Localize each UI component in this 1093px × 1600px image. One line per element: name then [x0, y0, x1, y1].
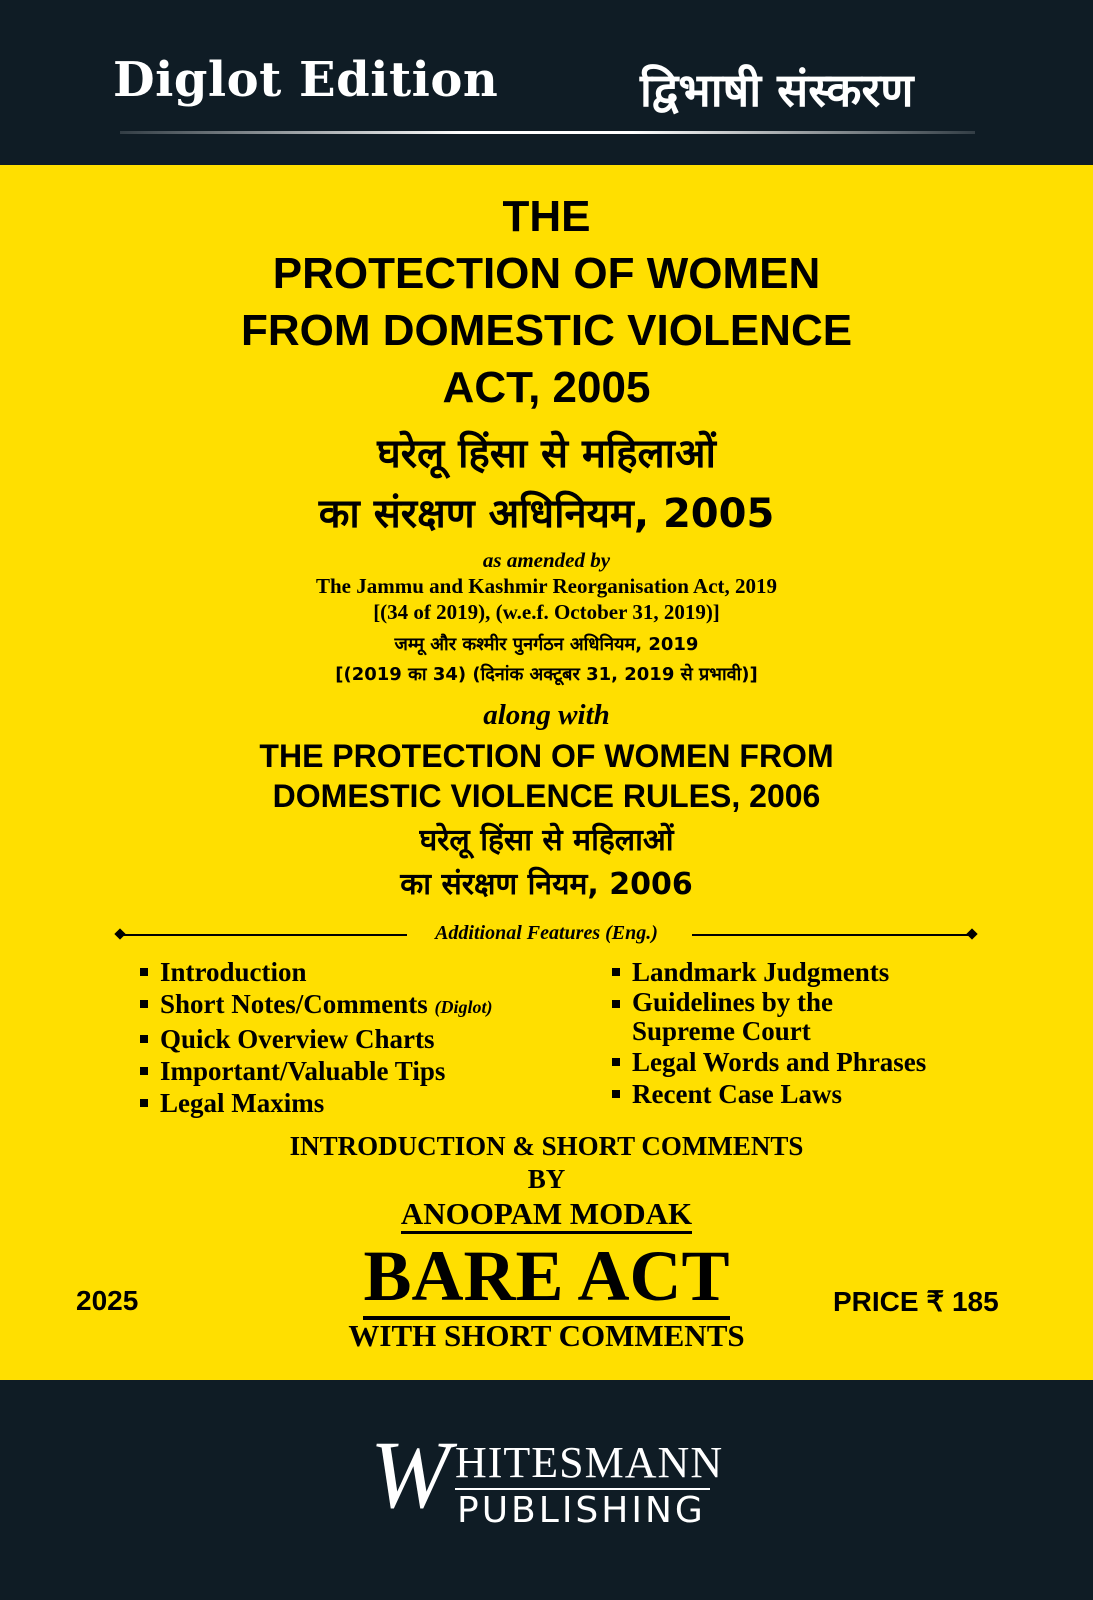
header-divider — [120, 131, 975, 134]
feature-item: Introduction — [140, 956, 492, 988]
act-title-hindi-line-1: घरेलू हिंसा से महिलाओं — [377, 431, 716, 477]
features-list-right — [612, 956, 926, 1110]
credits-line: INTRODUCTION & SHORT COMMENTS — [289, 1131, 804, 1161]
author-name: ANOOPAM MODAK — [0, 1196, 1093, 1232]
amended-by-label: as amended by — [482, 548, 611, 572]
along-with-label: along with — [483, 699, 610, 731]
publisher-name-bottom: PUBLISHING — [457, 1490, 706, 1531]
publisher-name-top: HITESMANN — [455, 1438, 724, 1487]
feature-item: Guidelines by the Supreme Court — [612, 988, 926, 1046]
act-title-hindi-line-2: का संरक्षण अधिनियम, 2005 — [318, 491, 775, 537]
feature-item: Recent Case Laws — [612, 1078, 926, 1110]
feature-item: Legal Maxims — [140, 1087, 492, 1119]
feature-item: Short Notes/Comments (Diglot) — [140, 988, 492, 1023]
feature-note: (Diglot) — [434, 997, 493, 1017]
series-title: BARE ACT — [0, 1236, 1093, 1316]
act-title-line-3: FROM DOMESTIC VIOLENCE — [240, 306, 853, 355]
publisher-logo-initial: W — [370, 1421, 450, 1528]
feature-item: Legal Words and Phrases — [612, 1046, 926, 1078]
amending-act-name: The Jammu and Kashmir Reorganisation Act, 2019 — [315, 574, 778, 598]
features-divider-right — [692, 934, 972, 936]
feature-item: Important/Valuable Tips — [140, 1055, 492, 1087]
amending-act-reference-hindi: [(2019 का 34) (दिनांक अक्टूबर 31, 2019 से प्रभावी)] — [335, 664, 758, 685]
price-label: PRICE ₹ 185 — [833, 1286, 999, 1317]
features-list-left — [140, 956, 492, 1119]
act-title-line-2: PROTECTION OF WOMEN — [272, 249, 821, 298]
credits-by: BY — [527, 1164, 566, 1194]
edition-year: 2025 — [76, 1285, 139, 1316]
rules-title-line-2: DOMESTIC VIOLENCE RULES, 2006 — [272, 778, 821, 814]
act-title-line-4: ACT, 2005 — [442, 363, 651, 412]
rules-title-line-1: THE PROTECTION OF WOMEN FROM — [259, 738, 834, 774]
features-heading: Additional Features (Eng.) — [435, 922, 658, 944]
edition-label-english: Diglot Edition — [113, 52, 499, 108]
rules-title-hindi-line-1: घरेलू हिंसा से महिलाओं — [419, 823, 674, 858]
amending-act-name-hindi: जम्मू और कश्मीर पुनर्गठन अधिनियम, 2019 — [394, 634, 699, 655]
feature-item: Quick Overview Charts — [140, 1023, 492, 1055]
series-subtitle: WITH SHORT COMMENTS — [348, 1318, 745, 1353]
edition-label-hindi: द्विभाषी संस्करण — [640, 63, 914, 117]
rules-title-hindi-line-2: का संरक्षण नियम, 2006 — [400, 867, 693, 902]
act-title-line-1: THE — [502, 192, 591, 241]
amending-act-reference: [(34 of 2019), (w.e.f. October 31, 2019)] — [373, 600, 720, 624]
feature-item: Landmark Judgments — [612, 956, 926, 988]
